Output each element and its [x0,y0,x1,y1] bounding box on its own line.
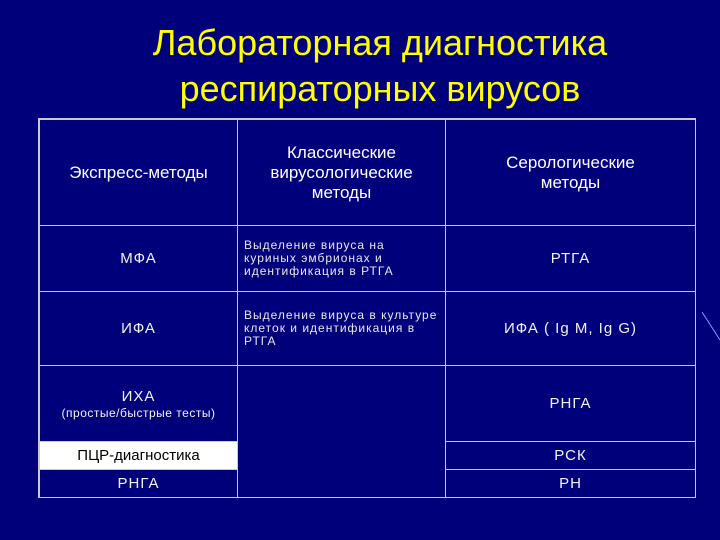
cell-row3-col3: РНГА [446,366,696,442]
cell-col2-empty [238,366,446,498]
table-row [40,226,696,292]
slide-title [60,20,700,112]
cell-row2-col3: ИФА ( Ig M, Ig G) [446,292,696,366]
methods-table-container [38,118,696,498]
title-line-2: респираторных вирусов [179,68,581,109]
cell-row3-col1-main: ИХА [121,387,156,405]
cell-row2-col1: ИФА [40,292,238,366]
header-express-methods: Экспресс-методы [40,120,238,226]
table-row [40,292,696,366]
table-row [40,366,696,442]
cell-row1-col2: Выделение вируса на куриных эмбрионах и идентификация в РТГА [238,226,446,292]
cell-row3-col1 [40,366,238,442]
header-serological-methods: Серологические методы [446,120,696,226]
cell-row1-col1: МФА [40,226,238,292]
cell-row2-col2: Выделение вируса в культуре клеток и идентификация в РТГА [238,292,446,366]
title-line-1: Лабораторная диагностика [152,22,608,63]
cell-row4-col3: РСК [446,442,696,470]
cell-row1-col3: РТГА [446,226,696,292]
cell-row4-col1: ПЦР-диагностика [40,442,238,470]
cell-row5-col3: РН [446,470,696,498]
table-header-row [40,120,696,226]
cell-row3-col1-sub: (простые/быстрые тесты) [61,405,216,420]
cell-row5-col1: РНГА [40,470,238,498]
header-classical-virology: Классические вирусологические методы [238,120,446,226]
methods-table [39,119,696,498]
decorative-line [702,312,720,342]
